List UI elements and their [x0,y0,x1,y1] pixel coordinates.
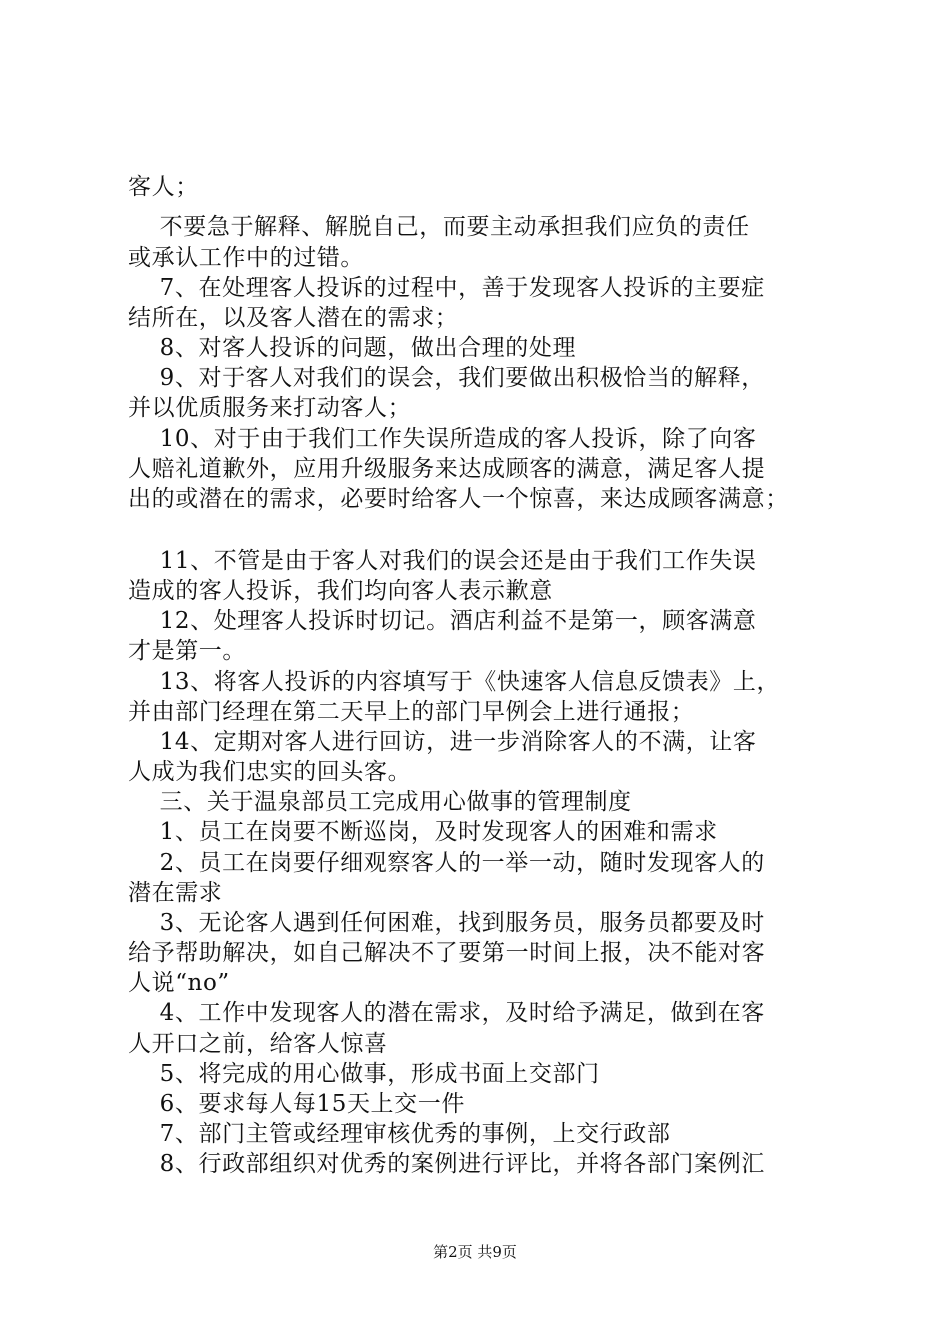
text-line: 7、在处理客人投诉的过程中，善于发现客人投诉的主要症 [128,275,765,301]
text-line: 8、行政部组织对优秀的案例进行评比，并将各部门案例汇 [128,1151,765,1177]
text-line: 三、关于温泉部员工完成用心做事的管理制度 [128,789,632,815]
text-line: 人说“no” [128,970,230,996]
text-line: 5、将完成的用心做事，形成书面上交部门 [128,1061,600,1087]
text-line: 或承认工作中的过错。 [128,245,364,271]
text-line: 客人； [128,174,199,200]
text-line: 不要急于解释、解脱自己，而要主动承担我们应负的责任 [128,214,750,240]
text-line: 并以优质服务来打动客人； [128,395,412,421]
text-line: 13、将客人投诉的内容填写于《快速客人信息反馈表》上， [128,669,781,695]
text-line: 1、员工在岗要不断巡岗，及时发现客人的困难和需求 [128,819,718,845]
text-line: 人赔礼道歉外，应用升级服务来达成顾客的满意，满足客人提 [128,456,766,482]
text-line: 8、对客人投诉的问题，做出合理的处理 [128,335,577,361]
text-line: 人成为我们忠实的回头客。 [128,759,412,785]
text-line: 12、处理客人投诉时切记。酒店利益不是第一，顾客满意 [128,608,757,634]
text-line: 6、要求每人每15天上交一件 [128,1091,465,1117]
text-line: 才是第一。 [128,638,246,664]
page-number-footer: 第2页 共9页 [433,1243,517,1261]
text-line: 给予帮助解决，如自己解决不了要第一时间上报，决不能对客 [128,940,766,966]
text-line: 造成的客人投诉，我们均向客人表示歉意 [128,578,553,604]
text-line: 4、工作中发现客人的潜在需求，及时给予满足，做到在客 [128,1000,765,1026]
text-line: 14、定期对客人进行回访，进一步消除客人的不满，让客 [128,729,757,755]
text-line: 2、员工在岗要仔细观察客人的一举一动，随时发现客人的 [128,850,765,876]
text-line: 人开口之前，给客人惊喜 [128,1031,388,1057]
text-line: 7、部门主管或经理审核优秀的事例，上交行政部 [128,1121,671,1147]
text-line: 11、不管是由于客人对我们的误会还是由于我们工作失误 [128,548,757,574]
text-line: 10、对于由于我们工作失误所造成的客人投诉，除了向客 [128,426,757,452]
text-line: 结所在，以及客人潜在的需求； [128,305,459,331]
text-line: 潜在需求 [128,880,223,906]
text-line: 出的或潜在的需求，必要时给客人一个惊喜，来达成顾客满意； [128,486,789,512]
text-line: 并由部门经理在第二天早上的部门早例会上进行通报； [128,699,695,725]
text-line: 3、无论客人遇到任何困难，找到服务员，服务员都要及时 [128,910,765,936]
text-line: 9、对于客人对我们的误会，我们要做出积极恰当的解释， [128,365,765,391]
